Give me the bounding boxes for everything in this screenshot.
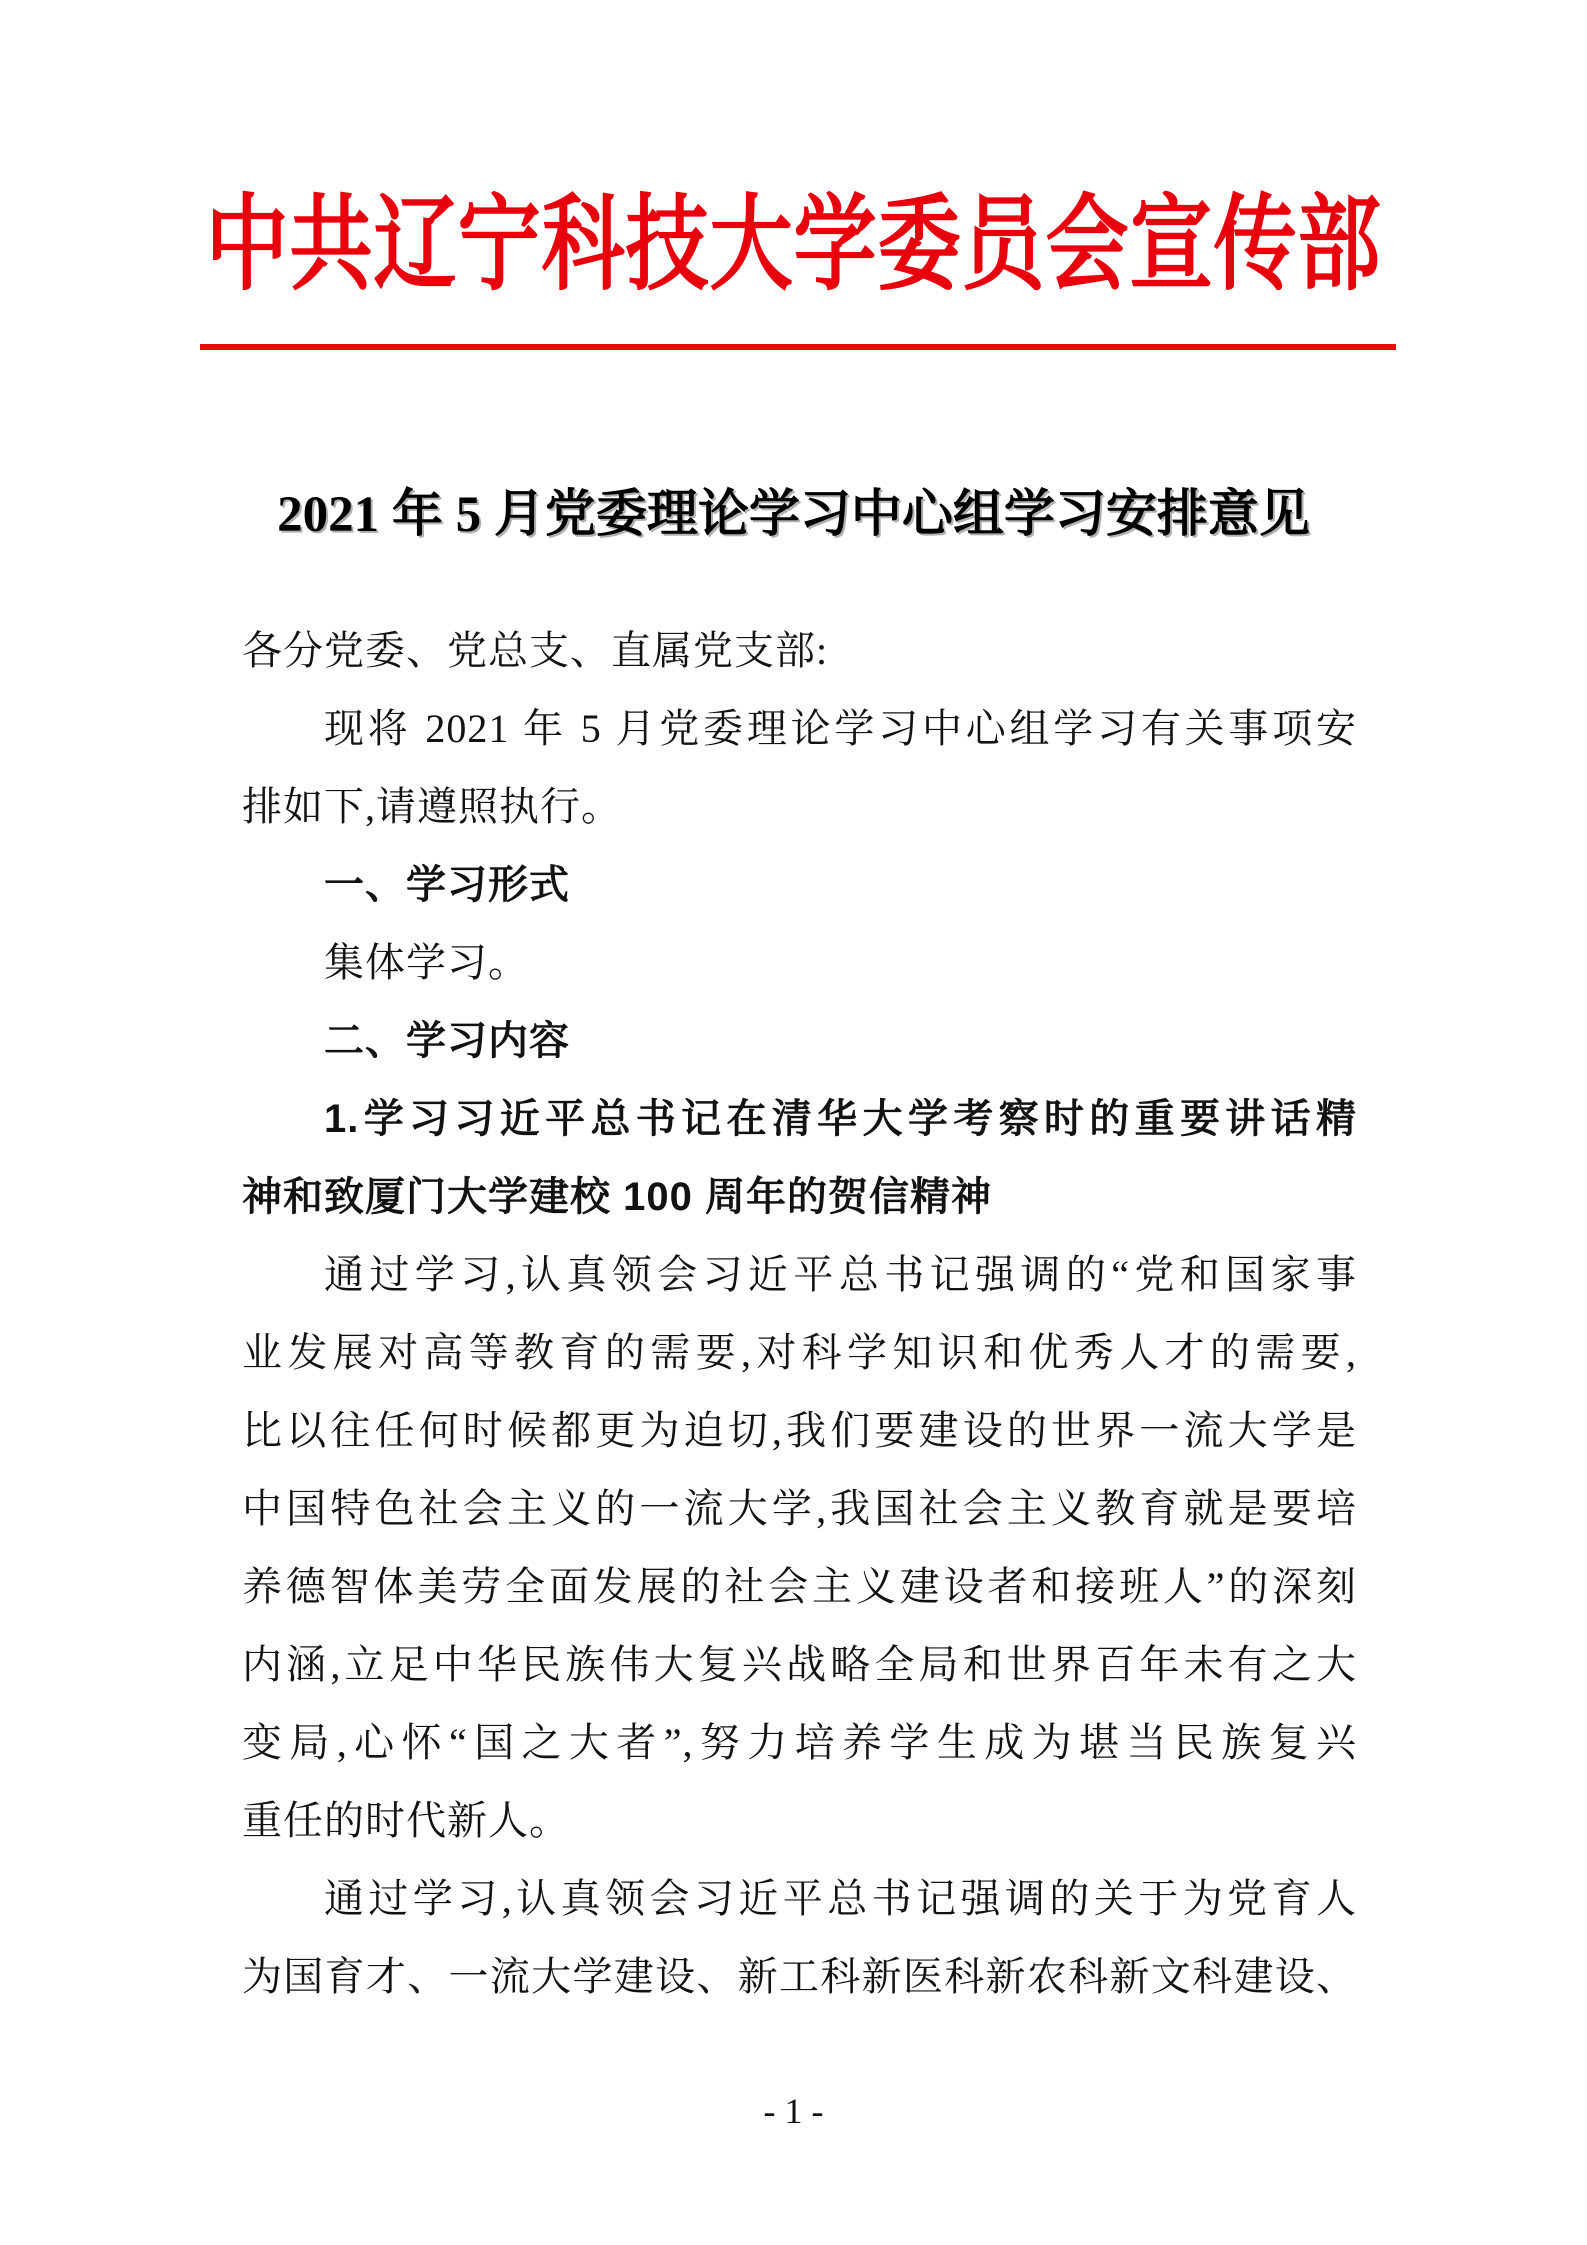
body-line: 养德智体美劳全面发展的社会主义建设者和接班人”的深刻 <box>242 1564 1357 1609</box>
letterhead-title: 中共辽宁科技大学委员会宣传部 <box>205 188 1382 303</box>
subsection-heading-line: 1.学习习近平总书记在清华大学考察时的重要讲话精 <box>324 1097 1357 1141</box>
body-line-salutation: 各分党委、党总支、直属党支部: <box>242 628 829 673</box>
body-line: 重任的时代新人。 <box>242 1798 570 1843</box>
body-line: 为国育才、一流大学建设、新工科新医科新农科新文科建设、 <box>242 1954 1357 1999</box>
body-line: 比以往任何时候都更为迫切,我们要建设的世界一流大学是 <box>242 1408 1357 1453</box>
body-line: 排如下,请遵照执行。 <box>242 784 622 829</box>
body-line: 通过学习,认真领会习近平总书记强调的关于为党育人 <box>324 1876 1357 1921</box>
body-line: 内涵,立足中华民族伟大复兴战略全局和世界百年未有之大 <box>242 1642 1357 1687</box>
body-line: 现将 2021 年 5 月党委理论学习中心组学习有关事项安 <box>324 706 1357 751</box>
body-line: 通过学习,认真领会习近平总书记强调的“党和国家事 <box>324 1252 1357 1297</box>
subsection-heading-line: 神和致厦门大学建校 100 周年的贺信精神 <box>242 1175 992 1219</box>
body-line: 业发展对高等教育的需要,对科学知识和优秀人才的需要, <box>242 1330 1357 1375</box>
document-body <box>242 612 1357 2016</box>
body-line: 集体学习。 <box>324 940 529 985</box>
body-line: 变局,心怀“国之大者”,努力培养学生成为堪当民族复兴 <box>242 1720 1357 1765</box>
section-heading-study-format: 一、学习形式 <box>324 863 570 907</box>
document-title: 2021 年 5 月党委理论学习中心组学习安排意见 <box>277 487 1310 543</box>
body-line: 中国特色社会主义的一流大学,我国社会主义教育就是要培 <box>242 1486 1357 1531</box>
red-divider-rule <box>200 344 1396 350</box>
section-heading-study-content: 二、学习内容 <box>324 1019 570 1063</box>
page-number: - 1 - <box>763 2091 824 2131</box>
